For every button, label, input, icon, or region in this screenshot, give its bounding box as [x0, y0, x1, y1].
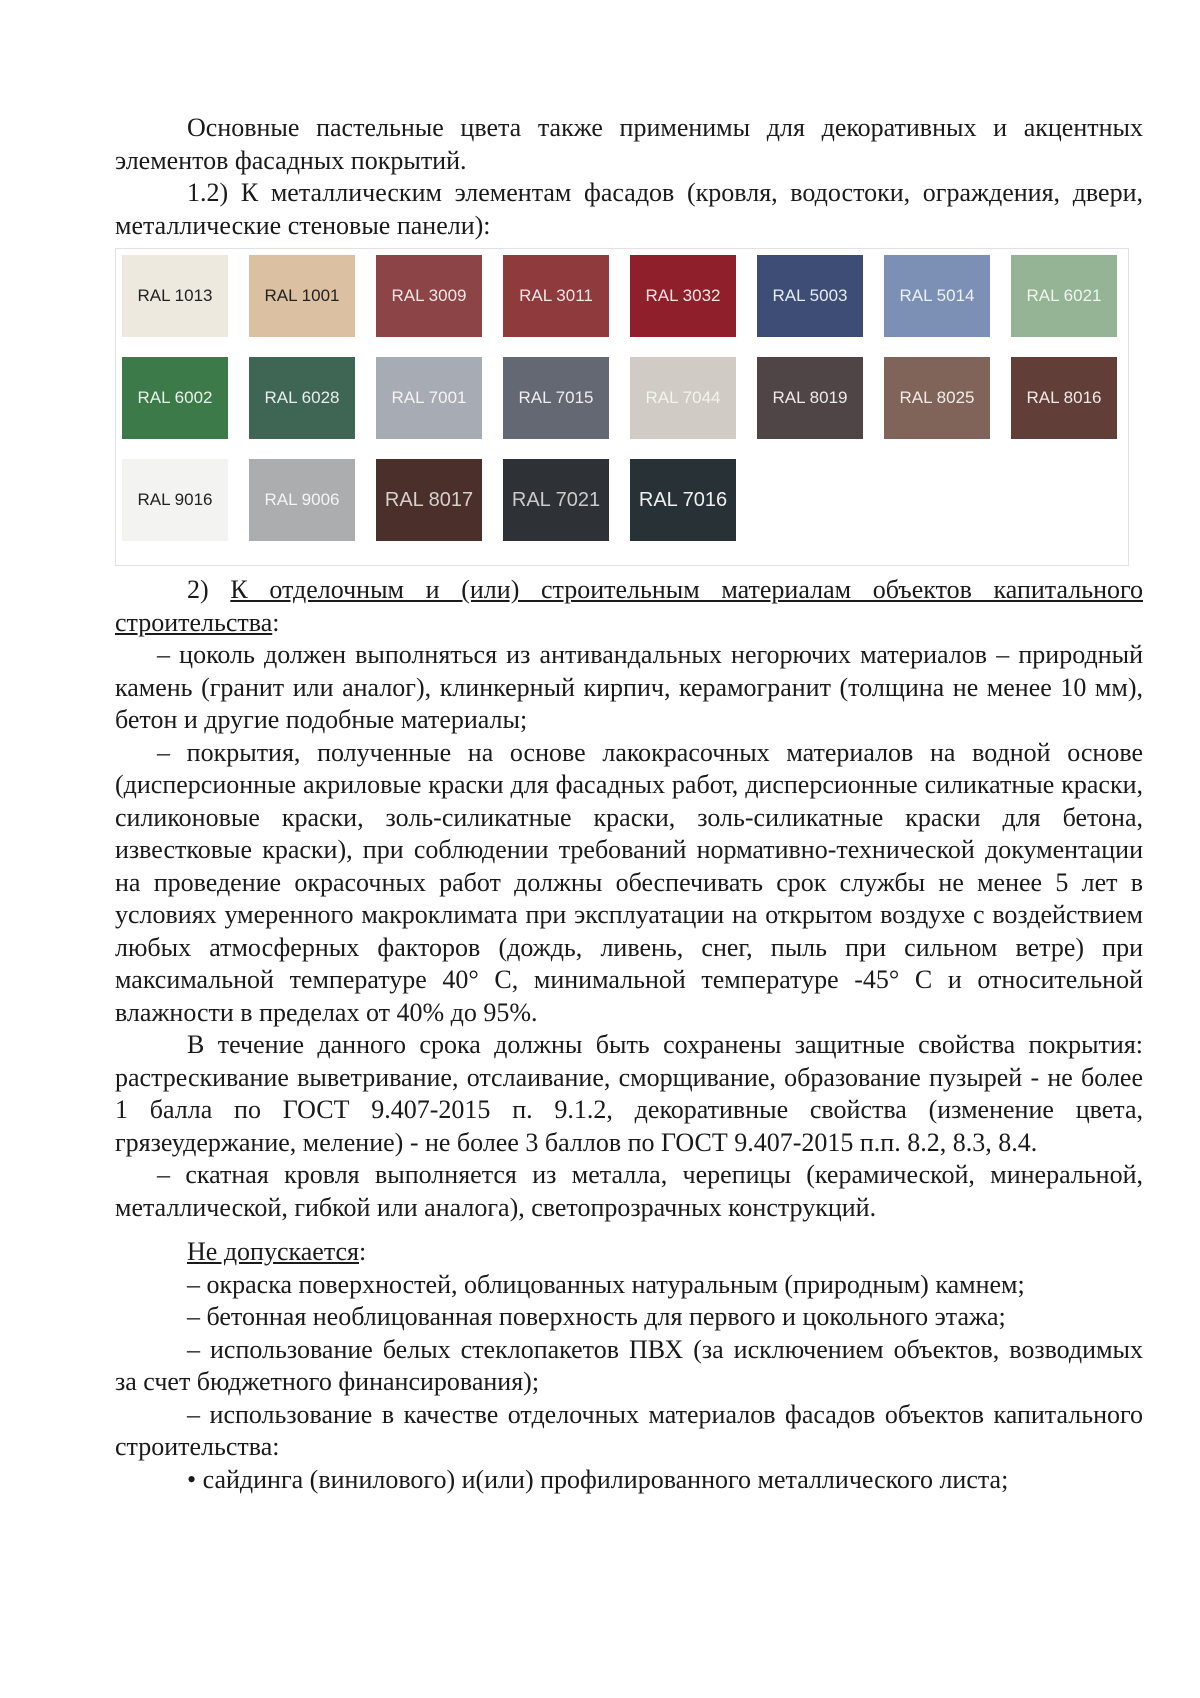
prohibited-colon: :	[359, 1237, 367, 1266]
color-swatch	[503, 255, 609, 337]
color-swatch	[884, 255, 990, 337]
color-swatch	[1011, 357, 1117, 439]
swatch-label: RAL 7015	[518, 387, 594, 407]
swatch-label: RAL 5003	[772, 285, 848, 305]
color-swatch	[122, 255, 228, 337]
swatch-label: RAL 3009	[391, 285, 467, 305]
swatch-label: RAL 1013	[137, 285, 213, 305]
swatch-label: RAL 8017	[384, 488, 474, 511]
swatch-label: RAL 6021	[1026, 285, 1102, 305]
section-2-title: К отделочным и (или) строительным материалам объектов капитального строительства	[115, 575, 1144, 637]
color-swatch	[376, 255, 482, 337]
color-swatch	[122, 459, 228, 541]
color-swatch	[630, 255, 736, 337]
swatch-label: RAL 8025	[899, 387, 975, 407]
coating-durability-paragraph: В течение данного срока должны быть сохранены защитные свойства покрытия: растрескивание выветривание, отслаивание, сморщивание, образование пузырей - не более 1 балла по ГОСТ 9.407-2015 п. 9.1.2, декоративные свойства (изменение цвета, грязеудержание, меление) - не более 3 баллов по ГОСТ 9.407-2015 п.п. 8.2, 8.3, 8.4.	[115, 1030, 1143, 1157]
roof-requirement: – скатная кровля выполняется из металла, черепицы (керамической, минеральной, металлической, гибкой или аналога), светопрозрачных конструкций.	[115, 1160, 1143, 1222]
swatch-label: RAL 7016	[638, 488, 728, 511]
intro-paragraph: Основные пастельные цвета также применимы для декоративных и акцентных элементов фасадных покрытий.	[115, 113, 1143, 175]
prohibited-item: – использование в качестве отделочных материалов фасадов объектов капитального строительства:	[115, 1399, 1143, 1461]
swatch-label: RAL 6002	[137, 387, 213, 407]
color-swatch	[1011, 255, 1117, 337]
section-1-2-paragraph: 1.2) К металлическим элементам фасадов (кровля, водостоки, ограждения, двери, металлические стеновые панели):	[115, 178, 1143, 240]
swatch-label: RAL 7044	[645, 387, 721, 407]
color-swatch	[249, 459, 355, 541]
prohibited-heading	[115, 1236, 1143, 1269]
swatch-label: RAL 3032	[645, 285, 721, 305]
color-swatch	[630, 459, 736, 541]
color-swatch	[122, 357, 228, 439]
color-swatch	[503, 459, 609, 541]
color-swatch	[249, 255, 355, 337]
swatch-label: RAL 5014	[899, 285, 975, 305]
plinth-requirement: – цоколь должен выполняться из антивандальных негорючих материалов – природный камень (гранит или аналог), клинкерный кирпич, керамогранит (толщина не менее 10 мм), бетон и другие подобные материалы;	[115, 640, 1143, 734]
swatch-label: RAL 6028	[264, 387, 340, 407]
section-2-colon: :	[272, 607, 280, 637]
prohibited-item: – бетонная необлицованная поверхность для первого и цокольного этажа;	[187, 1302, 1006, 1331]
color-swatch	[249, 357, 355, 439]
color-swatch	[757, 357, 863, 439]
swatch-label: RAL 8019	[772, 387, 848, 407]
swatch-label: RAL 9016	[137, 489, 213, 509]
prohibited-item: – окраска поверхностей, облицованных натуральным (природным) камнем;	[187, 1269, 1025, 1299]
swatch-label: RAL 7021	[511, 488, 601, 511]
prohibited-item: – использование белых стеклопакетов ПВХ (за исключением объектов, возводимых за счет бюджетного финансирования);	[115, 1334, 1143, 1396]
document-page	[115, 112, 1143, 1496]
prohibited-title: Не допускается	[187, 1237, 359, 1266]
coating-requirement: – покрытия, полученные на основе лакокрасочных материалов на водной основе (дисперсионные акриловые краски для фасадных работ, дисперсионные силикатные краски, силиконовые краски, золь-силикатные краски, золь-силикатные краски для бетона, известковые краски), при соблюдении требований нормативно-технической документации на проведение окрасочных работ должны обеспечивать срок службы не менее 5 лет в условиях умеренного макроклимата при эксплуатации на открытом воздухе с воздействием любых атмосферных факторов (дождь, ливень, снег, пыль при сильном ветре) при максимальной температуре 40° С, минимальной температуре -45° С и относительной влажности в пределах от 40% до 95%.	[115, 737, 1143, 1027]
section-2-heading	[115, 574, 1143, 639]
color-swatch	[884, 357, 990, 439]
swatch-label: RAL 9006	[264, 489, 340, 509]
swatch-label: RAL 3011	[519, 285, 593, 305]
color-swatch	[757, 255, 863, 337]
color-swatch	[630, 357, 736, 439]
section-2-number: 2)	[187, 575, 209, 604]
color-swatch	[376, 357, 482, 439]
swatch-label: RAL 8016	[1026, 387, 1102, 407]
swatch-label: RAL 7001	[391, 387, 467, 407]
ral-color-chart	[115, 248, 1129, 566]
prohibited-bullet-item: • сайдинга (винилового) и(или) профилированного металлического листа;	[187, 1464, 1009, 1494]
color-swatch	[376, 459, 482, 541]
swatch-label: RAL 1001	[264, 285, 340, 305]
color-swatch	[503, 357, 609, 439]
